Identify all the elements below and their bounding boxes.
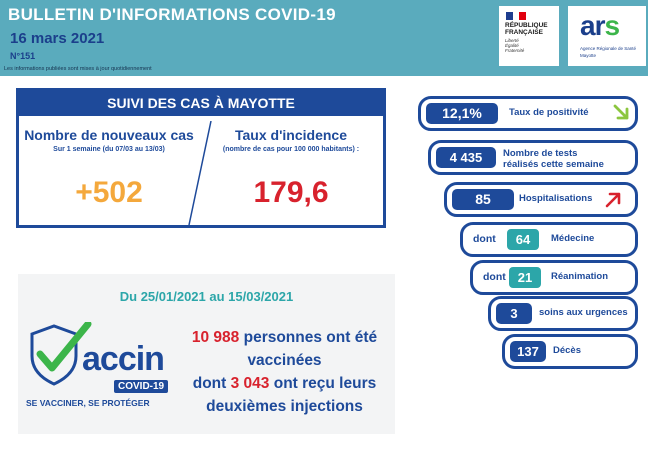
urgences-label: soins aux urgences — [539, 307, 628, 318]
vaccin-wordmark: accin — [82, 340, 164, 378]
incidence-definition: (nombre de cas pour 100 000 habitants) : — [222, 146, 360, 153]
positivity-label: Taux de positivité — [509, 107, 589, 118]
vaccinated-count: 10 988 — [191, 329, 240, 346]
hospitalisations-value: 85 — [452, 189, 514, 210]
second-dose-count: 3 043 — [230, 375, 270, 392]
medecine-pill — [460, 222, 638, 257]
incidence-column — [199, 116, 383, 209]
arrow-up-right-icon — [604, 189, 622, 209]
ars-region: Mayotte — [580, 53, 597, 58]
update-note: Les informations publiées sont mises à jour quotidiennement — [4, 66, 152, 72]
ars-logo — [568, 6, 646, 66]
ars-wordmark: ars — [580, 10, 620, 41]
new-cases-title: Nombre de nouveaux cas — [24, 127, 194, 143]
vaccin-covid-logo — [26, 322, 191, 412]
reanimation-value: 21 — [509, 267, 541, 288]
medecine-value: 64 — [507, 229, 539, 250]
vaccination-period: Du 25/01/2021 au 15/03/2021 — [119, 289, 294, 304]
medecine-label: Médecine — [551, 233, 595, 244]
bulletin-date: 16 mars 2021 — [10, 30, 105, 47]
deces-label: Décès — [553, 345, 581, 356]
arrow-down-right-icon — [613, 103, 631, 123]
deces-pill — [502, 334, 638, 369]
deces-value: 137 — [510, 341, 546, 362]
rf-motto-1: Liberté — [505, 38, 519, 43]
tests-value: 4 435 — [436, 147, 496, 168]
new-cases-value: +502 — [75, 176, 143, 209]
republique-francaise-logo — [499, 6, 559, 66]
hospitalisations-label: Hospitalisations — [519, 193, 593, 204]
new-cases-column — [19, 116, 199, 209]
case-tracking-panel — [16, 88, 386, 228]
rf-motto-2: Égalité — [505, 43, 519, 48]
urgences-value: 3 — [496, 303, 532, 324]
rf-line-2: FRANÇAISE — [505, 29, 543, 36]
rf-line-1: RÉPUBLIQUE — [505, 22, 548, 29]
vaccinated-text: personnes ont été vaccinées — [239, 329, 378, 369]
header-banner — [0, 0, 648, 76]
incidence-title: Taux d'incidence — [235, 127, 347, 143]
bulletin-title: BULLETIN D'INFORMATIONS COVID-19 — [8, 5, 336, 24]
reanimation-prefix: dont — [483, 271, 506, 283]
urgences-pill — [488, 296, 638, 331]
reanimation-label: Réanimation — [551, 271, 609, 282]
hospitalisations-pill — [444, 182, 638, 217]
covid-badge: COVID-19 — [114, 380, 168, 393]
vaccination-summary — [182, 326, 387, 418]
tests-label-2: réalisés cette semaine — [503, 159, 604, 170]
incidence-value: 179,6 — [253, 176, 329, 209]
reanimation-pill — [470, 260, 638, 295]
positivity-pill — [418, 96, 638, 131]
medecine-prefix: dont — [473, 233, 496, 245]
case-tracking-title: SUIVI DES CAS À MAYOTTE — [19, 91, 383, 116]
tests-label-1: Nombre de tests — [503, 148, 578, 159]
ars-subtitle: Agence Régionale de Santé — [580, 46, 637, 51]
french-flag-icon — [506, 12, 526, 20]
second-dose-prefix: dont — [192, 375, 231, 392]
vaccin-slogan: SE VACCINER, SE PROTÉGER — [26, 398, 150, 408]
second-dose-text: ont reçu leurs deuxièmes injections — [206, 375, 377, 415]
tests-pill — [428, 140, 638, 175]
vaccination-panel — [18, 274, 395, 434]
positivity-value: 12,1% — [426, 103, 498, 124]
bulletin-number: N°151 — [10, 51, 36, 61]
new-cases-period: Sur 1 semaine (du 07/03 au 13/03) — [53, 146, 165, 153]
rf-motto-3: Fraternité — [505, 48, 525, 53]
